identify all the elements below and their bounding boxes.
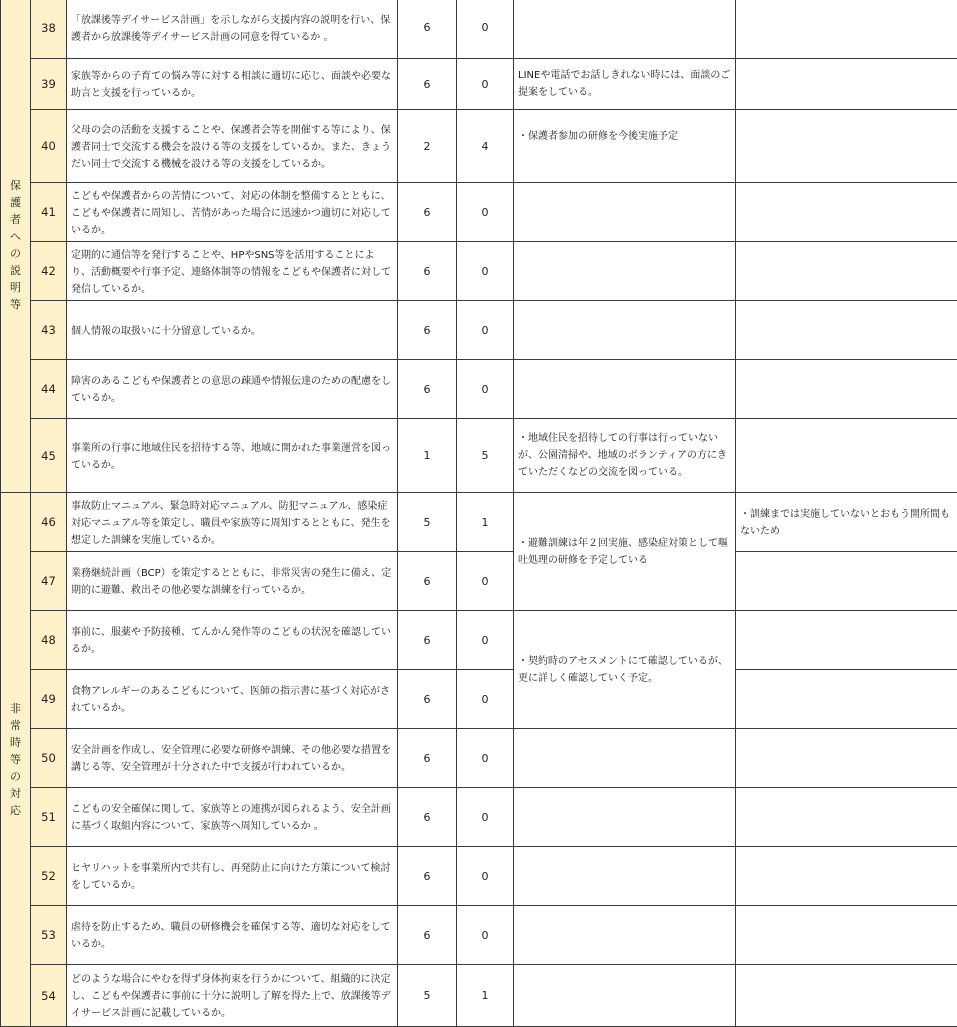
question-text: 事故防止マニュアル、緊急時対応マニュアル、防犯マニュアル、感染症対応マニュアル等を策定し、職員や家族等に周知するとともに、発生を想定した訓練を実施しているか。 [67,493,398,552]
yes-count: 6 [398,59,457,110]
category-label: 保護者への説明等 [9,177,23,313]
comment-cell: ・保護者参加の研修を今後実施予定 [514,110,736,183]
table-row [1,183,957,242]
improvement-cell [736,110,957,183]
table-row [1,552,957,611]
improvement-cell [736,670,957,729]
improvement-cell [736,301,957,360]
improvement-cell [736,847,957,906]
table-row [1,788,957,847]
question-text: 事前に、服薬や予防接種、てんかん発作等のこどもの状況を確認しているか。 [67,611,398,670]
yes-count: 6 [398,670,457,729]
comment-cell [514,301,736,360]
table-row [1,301,957,360]
no-count: 1 [457,965,514,1027]
yes-count: 6 [398,552,457,611]
table-row [1,0,957,59]
row-number: 49 [31,670,67,729]
table-row [1,110,957,183]
improvement-cell [736,729,957,788]
table-row [1,906,957,965]
yes-count: 5 [398,965,457,1027]
improvement-cell [736,611,957,670]
table-row [1,242,957,301]
table-row [1,59,957,110]
question-text: 「放課後等デイサービス計画」を示しながら支援内容の説明を行い、保護者から放課後等デイサービス計画の同意を得ているか 。 [67,0,398,59]
no-count: 0 [457,552,514,611]
table-row [1,360,957,419]
yes-count: 6 [398,301,457,360]
row-number: 41 [31,183,67,242]
question-text: 個人情報の取扱いに十分留意しているか。 [67,301,398,360]
question-text: こどもや保護者からの苦情について、対応の体制を整備するとともに、こどもや保護者に周知し、苦情があった場合に迅速かつ適切に対応しているか。 [67,183,398,242]
question-text: 安全計画を作成し、安全管理に必要な研修や訓練、その他必要な措置を講じる等、安全管理が十分された中で支援が行われているか。 [67,729,398,788]
table-row [1,670,957,729]
row-number: 40 [31,110,67,183]
question-text: ヒヤリハットを事業所内で共有し、再発防止に向けた方策について検討をしているか。 [67,847,398,906]
improvement-cell [736,419,957,493]
question-text: 食物アレルギーのあるこどもについて、医師の指示書に基づく対応がされているか。 [67,670,398,729]
table-row [1,847,957,906]
yes-count: 1 [398,419,457,493]
question-text: こどもの安全確保に関して、家族等との連携が図られるよう、安全計画に基づく取組内容について、家族等へ周知しているか 。 [67,788,398,847]
comment-cell: ・契約時のアセスメントにて確認しているが、更に詳しく確認していく予定。 [514,611,736,729]
yes-count: 6 [398,183,457,242]
table-row [1,965,957,1027]
no-count: 4 [457,110,514,183]
yes-count: 6 [398,611,457,670]
row-number: 47 [31,552,67,611]
comment-cell: ・地域住民を招待しての行事は行っていないが、公園清掃や、地域のボランティアの方にきていただくなどの交流を図っている。 [514,419,736,493]
comment-cell [514,242,736,301]
no-count: 0 [457,360,514,419]
row-number: 45 [31,419,67,493]
comment-cell [514,906,736,965]
yes-count: 6 [398,242,457,301]
question-text: 障害のあるこどもや保護者との意思の疎通や情報伝達のための配慮をしているか。 [67,360,398,419]
improvement-cell [736,552,957,611]
no-count: 0 [457,729,514,788]
yes-count: 6 [398,360,457,419]
improvement-cell [736,59,957,110]
table-row [1,419,957,493]
row-number: 52 [31,847,67,906]
row-number: 44 [31,360,67,419]
row-number: 46 [31,493,67,552]
comment-cell [514,788,736,847]
no-count: 5 [457,419,514,493]
no-count: 0 [457,788,514,847]
question-text: 業務継続計画（BCP）を策定するとともに、非常災害の発生に備え、定期的に避難、救出その他必要な訓練を行っているか。 [67,552,398,611]
improvement-cell [736,242,957,301]
question-text: 父母の会の活動を支援することや、保護者会等を開催する等により、保護者同士で交流する機会を設ける等の支援をしているか。また、きょうだい同士で交流する機械を設ける等の支援をしているか。 [67,110,398,183]
improvement-cell [736,788,957,847]
comment-cell [514,360,736,419]
yes-count: 6 [398,847,457,906]
category-cell-explanation [1,0,31,493]
comment-cell [514,729,736,788]
row-number: 54 [31,965,67,1027]
yes-count: 6 [398,729,457,788]
row-number: 53 [31,906,67,965]
row-number: 51 [31,788,67,847]
comment-cell [514,965,736,1027]
improvement-cell [736,360,957,419]
yes-count: 2 [398,110,457,183]
question-text: 事業所の行事に地域住民を招待する等、地域に開かれた事業運営を図っているか。 [67,419,398,493]
comment-cell [514,183,736,242]
question-text: 定期的に通信等を発行することや、HPやSNS等を活用することにより、活動概要や行事予定、連絡体制等の情報をこどもや保護者に対して発信しているか。 [67,242,398,301]
no-count: 0 [457,847,514,906]
table-row [1,729,957,788]
improvement-cell [736,0,957,59]
row-number: 39 [31,59,67,110]
improvement-cell: ・訓練までは実施していないとおもう開所間もないため [736,493,957,552]
no-count: 0 [457,611,514,670]
no-count: 0 [457,183,514,242]
no-count: 0 [457,301,514,360]
no-count: 0 [457,670,514,729]
category-cell-emergency [1,493,31,1027]
yes-count: 6 [398,788,457,847]
row-number: 48 [31,611,67,670]
row-number: 38 [31,0,67,59]
comment-cell [514,847,736,906]
no-count: 0 [457,0,514,59]
question-text: どのような場合にやむを得ず身体拘束を行うかについて、組織的に決定し、こどもや保護者に事前に十分に説明し了解を得た上で、放課後等デイサービス計画に記載しているか。 [67,965,398,1027]
question-text: 家族等からの子育ての悩み等に対する相談に適切に応じ、面談や必要な助言と支援を行っているか。 [67,59,398,110]
yes-count: 6 [398,906,457,965]
improvement-cell [736,906,957,965]
no-count: 1 [457,493,514,552]
row-number: 42 [31,242,67,301]
table-row [1,611,957,670]
no-count: 0 [457,906,514,965]
improvement-cell [736,183,957,242]
no-count: 0 [457,59,514,110]
comment-cell: LINEや電話でお話しきれない時には、面談のご提案をしている。 [514,59,736,110]
yes-count: 5 [398,493,457,552]
table-row [1,493,957,552]
no-count: 0 [457,242,514,301]
improvement-cell [736,965,957,1027]
comment-cell [514,0,736,59]
row-number: 43 [31,301,67,360]
row-number: 50 [31,729,67,788]
category-label: 非常時等の対応 [9,700,23,819]
yes-count: 6 [398,0,457,59]
comment-cell: ・避難訓練は年２回実施、感染症対策として嘔吐処理の研修を予定している [514,493,736,611]
question-text: 虐待を防止するため、職員の研修機会を確保する等、適切な対応をしているか。 [67,906,398,965]
